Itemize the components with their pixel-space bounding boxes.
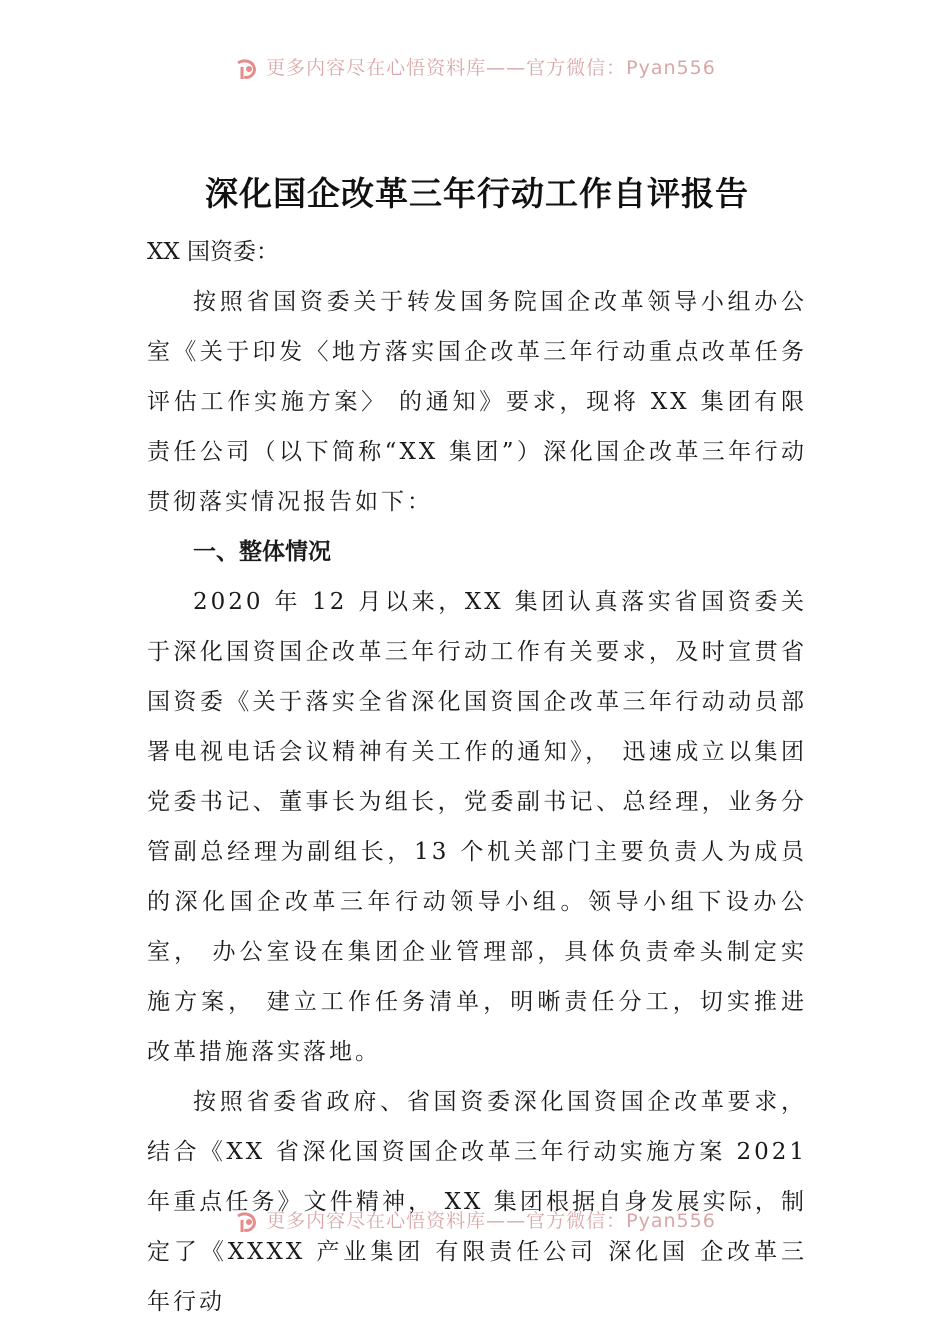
section1-paragraph-2: 按照省委省政府、省国资委深化国资国企改革要求，结合《XX 省深化国资国企改革三年行动实施方案 2021 年重点任务》文件精神， XX 集团根据自身发展实际，制定了《XXXX 产业集团 有限责任公司 深化国 企改革三年行动 — [147, 1089, 807, 1315]
watermark-logo-icon — [234, 1210, 260, 1236]
document-title: 深化国企改革三年行动工作自评报告 — [205, 174, 749, 213]
section1-paragraph-1: 2020 年 12 月以来，XX 集团认真落实省国资委关于深化国资国企改革三年行动工作有关要求，及时宣贯省国资委《关于落实全省深化国资国企改革三年行动动员部署电视电话会议精神有关工作的通知》， 迅速成立以集团党委书记、董事长为组长，党委副书记、总经理，业务分管副总经理为副组长，13 个机关部门主要负责人为成员的深化国企改革三年行动领导小组。领导小组下设办公室， 办公室设在集团企业管理部，具体负责牵头制定实施方案， 建立工作任务清单，明晰责任分工，切实推进改革措施落实落地。 — [147, 589, 807, 1065]
watermark-header — [0, 55, 950, 85]
salutation: XX 国资委： — [147, 239, 280, 265]
watermark-text: 更多内容尽在心悟资料库——官方微信：Pyan556 — [266, 56, 716, 79]
section-heading-overall: 一、整体情况 — [193, 539, 331, 565]
watermark-text: 更多内容尽在心悟资料库——官方微信：Pyan556 — [266, 1209, 716, 1232]
intro-paragraph: 按照省国资委关于转发国务院国企改革领导小组办公室《关于印发〈地方落实国企改革三年行动重点改革任务评估工作实施方案〉 的通知》要求，现将 XX 集团有限责任公司（以下简称“XX 集团”）深化国企改革三年行动贯彻落实情况报告如下： — [147, 289, 807, 515]
watermark-logo-icon — [234, 57, 260, 83]
watermark-footer — [0, 1208, 950, 1238]
document-body — [147, 168, 807, 1327]
